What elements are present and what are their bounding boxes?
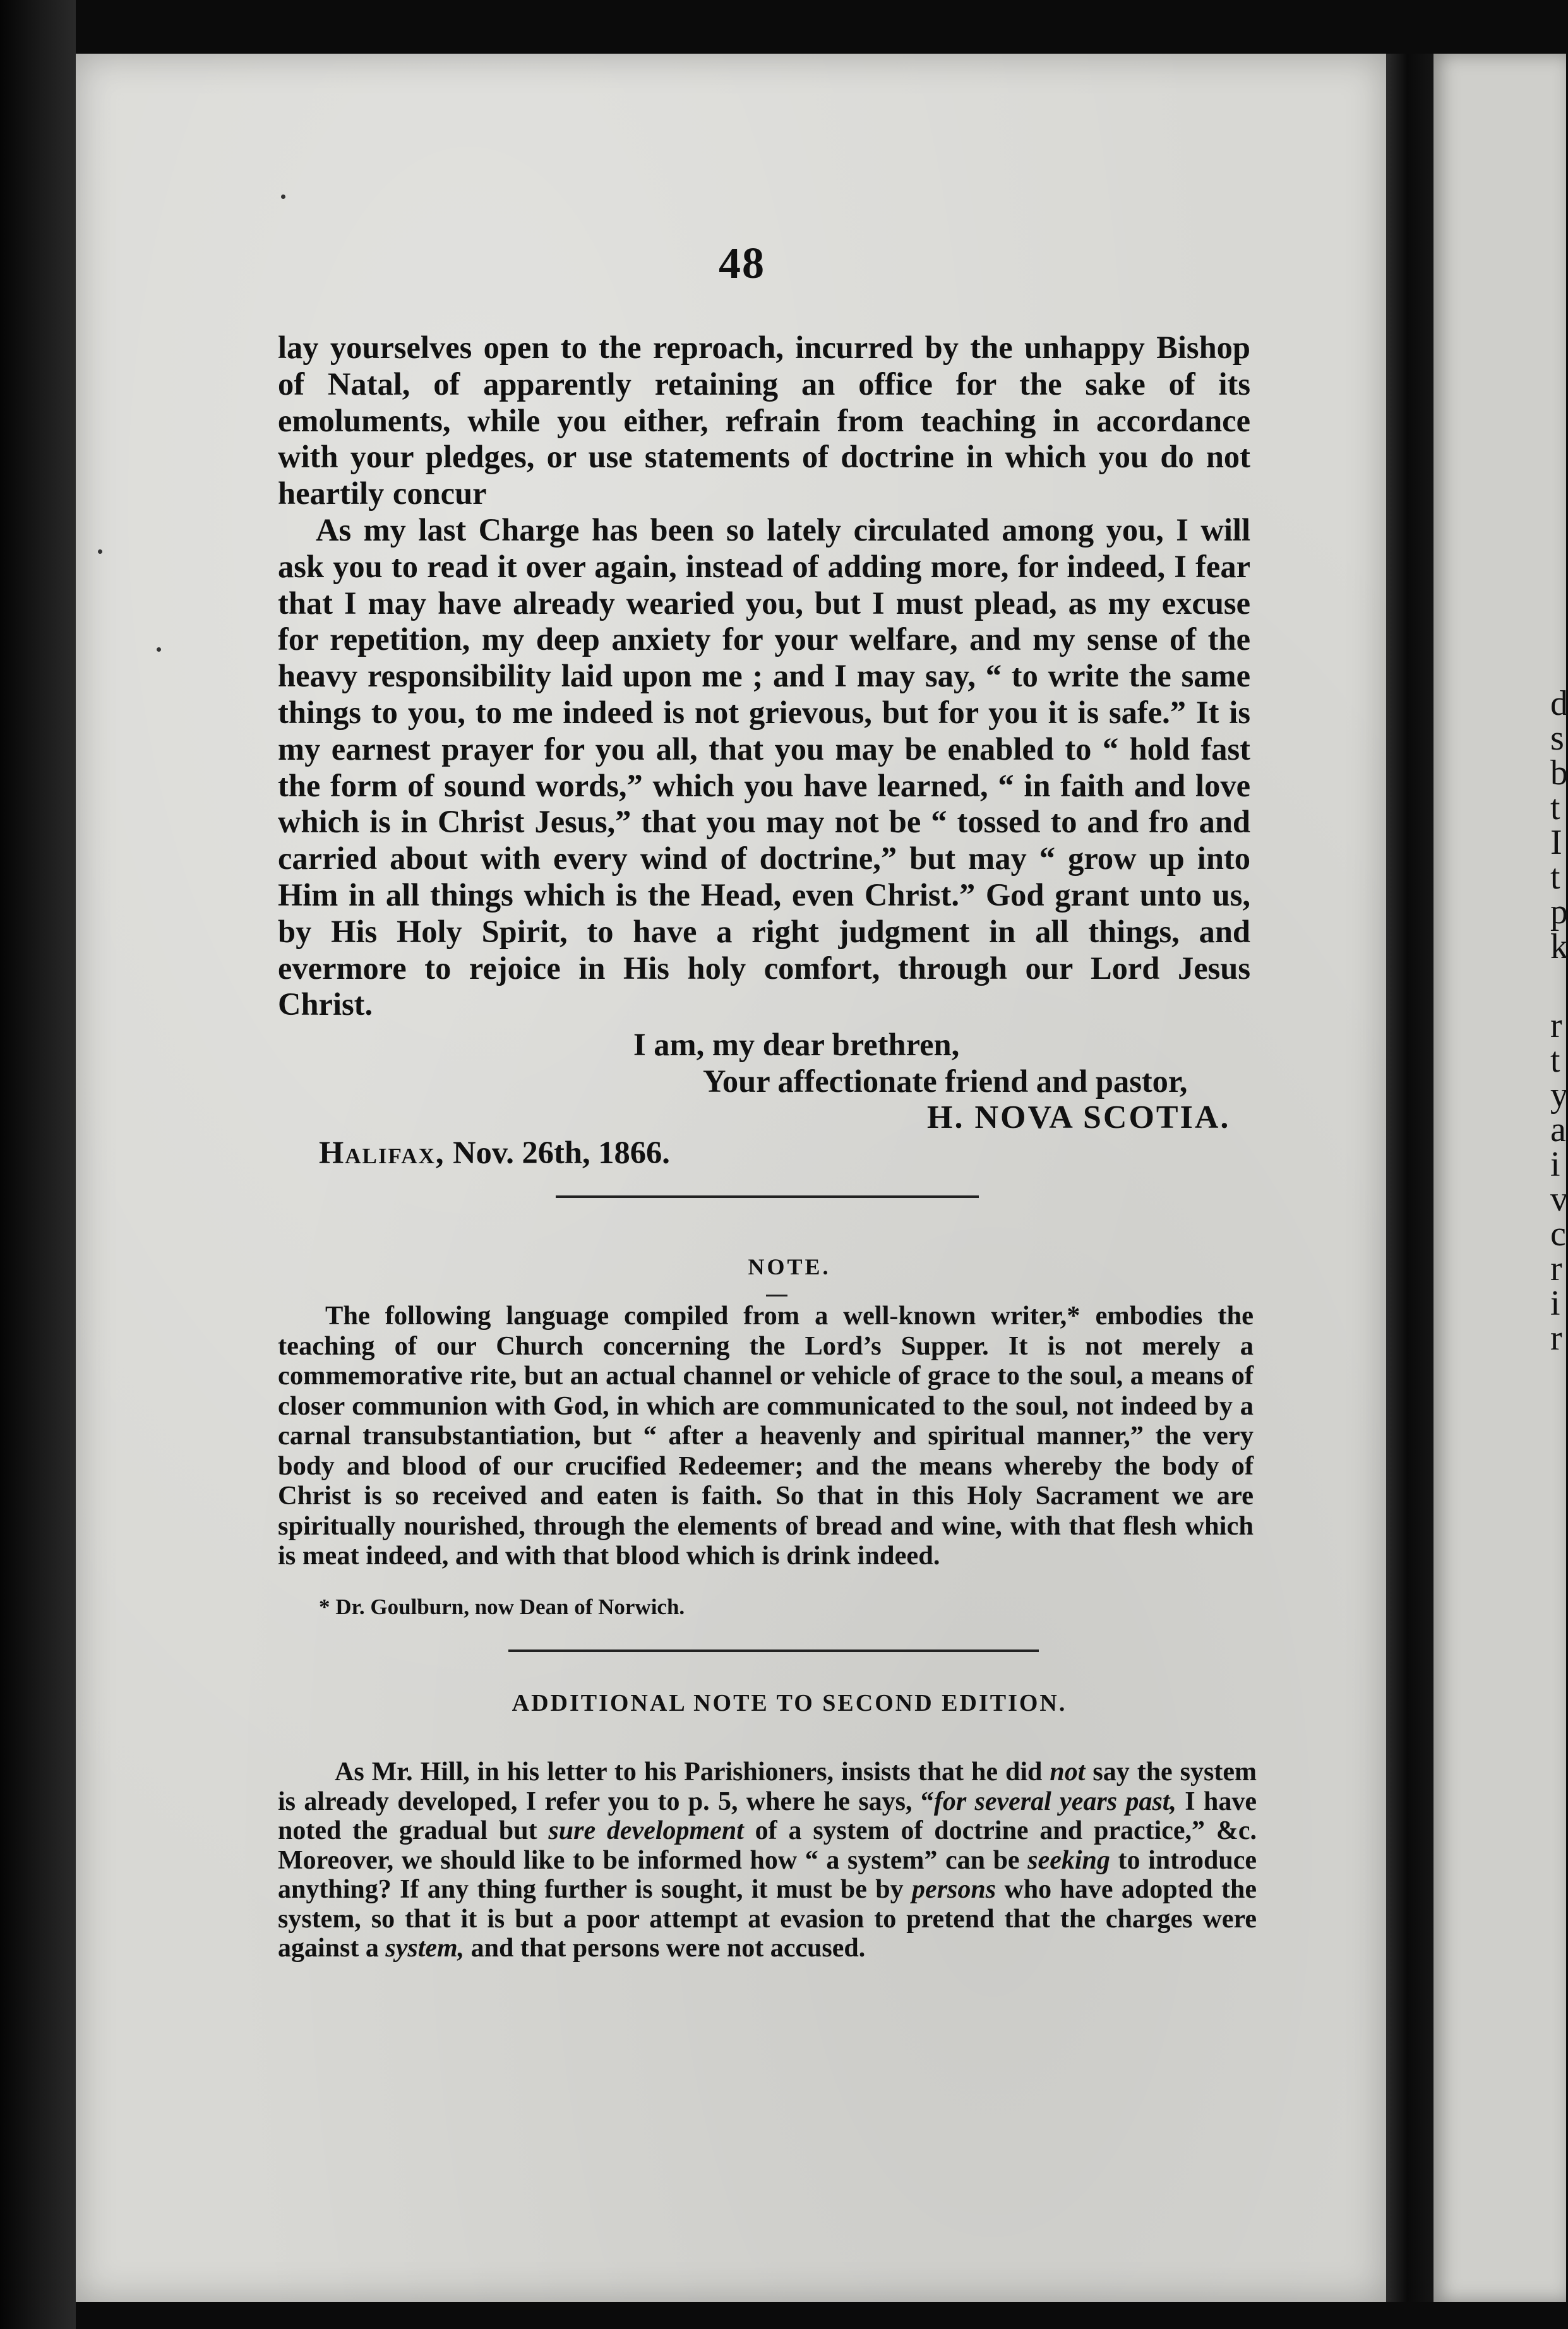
facing-fragment: v: [1550, 1180, 1568, 1219]
text-run: and that persons were not accused.: [464, 1934, 866, 1963]
facing-page: [1433, 54, 1566, 2302]
note-paragraph: The following language compiled from a well-known writer,* embodies the teaching of our Church concerning the Lord’s Supper. It is not merely a commemorative rite, but an actual channel or vehicle of grace to the soul, a means of closer communion with God, in which are communicated to the soul, not indeed by a carnal transubstantiation, but “ after a heavenly and spiritual manner,” the very body and blood of our crucified Redeemer; and the means whereby the body of Christ is so received and eaten is faith. So that in this Holy Sacrament we are spiritually nourished, through the elements of bread and wine, with that flesh which is meat indeed, and with that blood which is drink indeed.: [278, 1301, 1254, 1571]
italic-run: sure development: [548, 1816, 744, 1845]
additional-note-heading: ADDITIONAL NOTE TO SECOND EDITION.: [512, 1690, 1067, 1716]
note-heading: NOTE.: [748, 1254, 831, 1279]
dateline-place: Halifax,: [319, 1135, 445, 1170]
facing-fragment: c: [1550, 1214, 1566, 1254]
facing-fragment: r: [1550, 1006, 1562, 1045]
text-run: I have noted the gradual but: [278, 1787, 1257, 1845]
facing-fragment: b: [1550, 753, 1568, 793]
facing-fragment: y: [1550, 1075, 1568, 1115]
facing-fragment: s: [1550, 719, 1564, 758]
text-run: to introduce anything? If any thing further is sought, it must be by: [278, 1845, 1257, 1904]
footnote: * Dr. Goulburn, now Dean of Norwich.: [319, 1595, 685, 1619]
scan-speck: [98, 549, 102, 554]
facing-fragment: i: [1550, 1284, 1560, 1323]
facing-fragment: r: [1550, 1249, 1562, 1288]
scan-speck: [281, 195, 285, 199]
facing-fragment: t: [1550, 1041, 1560, 1080]
valediction: Your affectionate friend and pastor,: [703, 1063, 1188, 1099]
paragraph: As my last Charge has been so lately circulated among you, I will ask you to read it over again, instead of adding more, for indeed, I fear that I may have already wearied you, but I must plead, as my excuse for repetition, my deep anxiety for your welfare, and my sense of the heavy responsibility laid upon me ; and I may say, “ to write the same things to you, to me indeed is not grievous, but for you it is safe.” It is my earnest prayer for you all, that you may be enabled to “ hold fast the form of sound words,” which you have learned, “ in faith and love which is in Christ Jesus,” that you may not be “ tossed to and fro and carried about with every wind of doctrine,” but may “ grow up into Him in all things which is the Head, even Christ.” God grant unto us, by His Holy Spirit, to have a right judgment in all things, and evermore to rejoice in His holy comfort, through our Lord Jesus Christ.: [278, 512, 1250, 1022]
italic-run: system,: [385, 1934, 465, 1963]
facing-fragment: k: [1550, 927, 1568, 966]
divider: [556, 1195, 979, 1198]
italic-run: persons: [912, 1875, 996, 1904]
dateline: [319, 1134, 670, 1171]
scan-speck: [157, 647, 161, 652]
note-text: [278, 1301, 1254, 1571]
text-run: of a system of doctrine and practice,” &c. Moreover, we should like to be informed how “ a system” can be: [278, 1816, 1257, 1875]
italic-run: for several years past,: [933, 1787, 1176, 1816]
page-number: 48: [719, 239, 765, 288]
facing-fragment: a: [1550, 1110, 1566, 1149]
paragraph: lay yourselves open to the reproach, incurred by the unhappy Bishop of Natal, of apparently retaining an office for the sake of its emoluments, while you either, refrain from teaching in accordance with your pledges, or use statements of doctrine in which you do not heartily concur: [278, 330, 1250, 512]
facing-fragment: t: [1550, 788, 1560, 827]
facing-fragment: t: [1550, 858, 1560, 897]
facing-fragment: I: [1550, 823, 1562, 862]
main-text: [278, 330, 1250, 1023]
signature: H. NOVA SCOTIA.: [927, 1099, 1231, 1135]
divider: [508, 1649, 1039, 1652]
facing-fragment: i: [1550, 1145, 1560, 1184]
additional-note-text: [278, 1757, 1257, 1963]
text-run: As Mr. Hill, in his letter to his Parishioners, insists that he did: [335, 1757, 1050, 1787]
text-run: say the system is already developed, I refer you to p. 5, where he says, “: [278, 1757, 1257, 1816]
additional-note-paragraph: [278, 1757, 1257, 1963]
short-divider: [766, 1295, 787, 1296]
dateline-date: Nov. 26th, 1866.: [453, 1135, 670, 1170]
scan-border: [0, 0, 76, 2329]
italic-run: seeking: [1027, 1845, 1110, 1875]
facing-fragment: d: [1550, 684, 1568, 723]
facing-fragment: r: [1550, 1319, 1562, 1358]
text-run: who have adopted the system, so that it is but a poor attempt at evasion to pretend that the charges were against a: [278, 1875, 1257, 1963]
facing-fragment: p: [1550, 892, 1568, 931]
salutation: I am, my dear brethren,: [633, 1027, 960, 1062]
book-gutter: [1386, 54, 1433, 2302]
italic-run: not: [1050, 1757, 1086, 1787]
